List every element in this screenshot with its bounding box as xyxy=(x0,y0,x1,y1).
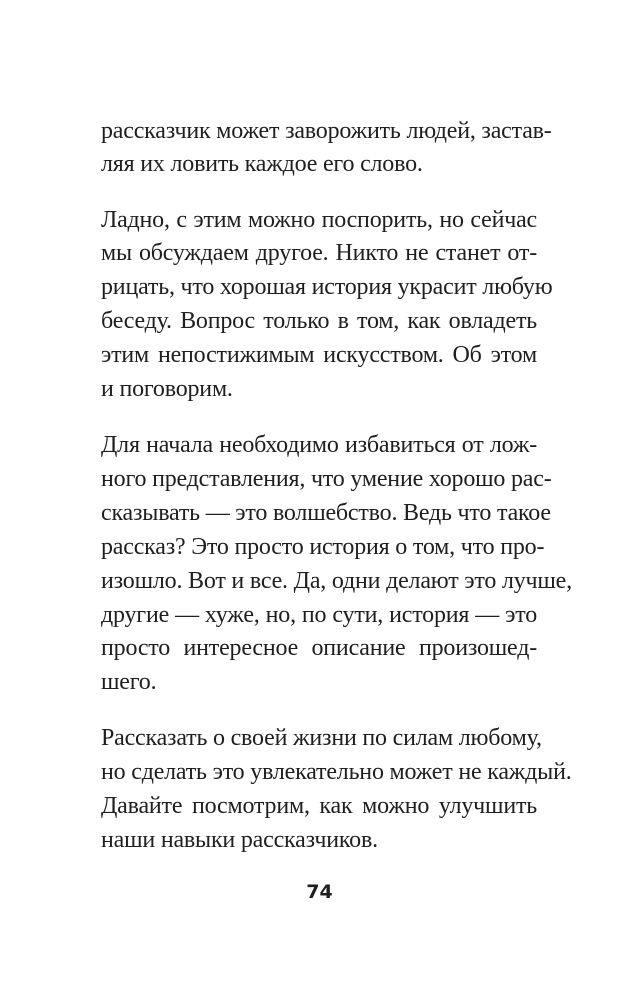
text-line: сказывать — это волшебство. Ведь что такое xyxy=(101,500,551,526)
text-line: просто интересное описание произошед- xyxy=(101,635,537,661)
text-line: и поговорим. xyxy=(101,376,233,402)
text-line: рицать, что хорошая история украсит любую xyxy=(101,274,553,300)
text-line: изошло. Вот и все. Да, одни делают это лучше, xyxy=(101,568,572,594)
text-line: ного представления, что умение хорошо рас- xyxy=(101,466,552,492)
text-line: другие — хуже, но, по сути, история — это xyxy=(101,602,537,628)
text-line: шего. xyxy=(101,669,157,695)
text-line: наши навыки рассказчиков. xyxy=(101,827,378,853)
text-line: беседу. Вопрос только в том, как овладеть xyxy=(101,308,537,334)
text-line: этим непостижимым искусством. Об этом xyxy=(101,342,537,368)
text-line: мы обсуждаем другое. Никто не станет от- xyxy=(101,240,537,266)
text-line: Ладно, с этим можно поспорить, но сейчас xyxy=(101,207,537,233)
page-number: 74 xyxy=(306,881,333,903)
text-line: но сделать это увлекательно может не каждый. xyxy=(101,759,572,785)
text-line: Давайте посмотрим, как можно улучшить xyxy=(101,793,537,819)
text-line: рассказчик может заворожить людей, застав- xyxy=(101,118,552,144)
text-line: Рассказать о своей жизни по силам любому, xyxy=(101,725,542,751)
text-line: Для начала необходимо избавиться от лож- xyxy=(101,432,537,458)
text-line: ляя их ловить каждое его слово. xyxy=(101,151,423,177)
text-line: рассказ? Это просто история о том, что про- xyxy=(101,534,545,560)
